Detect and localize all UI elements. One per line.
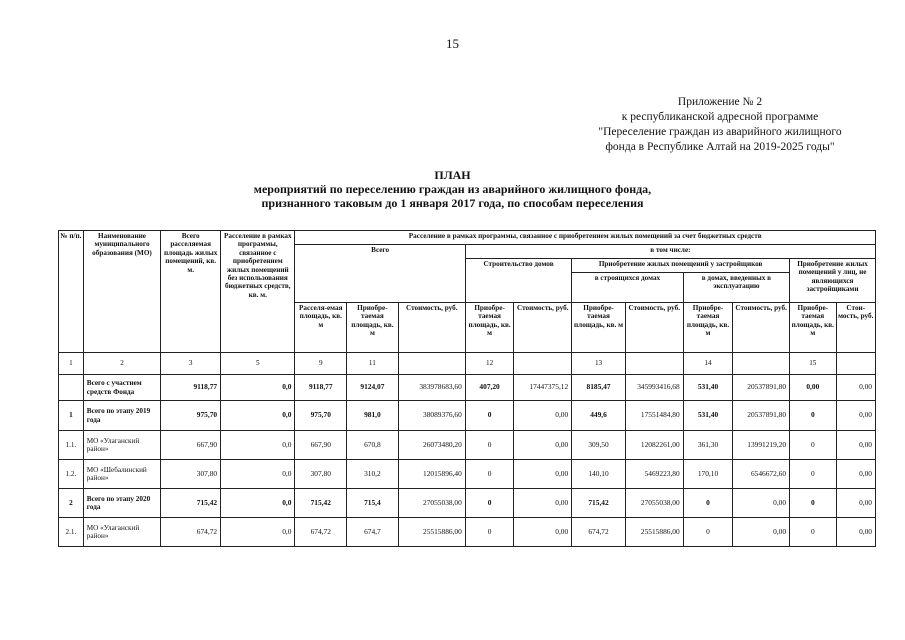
- row-value-cell: 531,40: [683, 401, 733, 431]
- header-priobretaemaya: Приобре-таемая площадь, кв. м: [683, 303, 733, 353]
- row-value-cell: 0,00: [733, 489, 790, 518]
- header-priobretaemaya: Приобре-таемая площадь, кв. м: [465, 303, 514, 353]
- appendix-line: фонда в Республике Алтай на 2019-2025 годы": [605, 141, 835, 153]
- table-row: [59, 460, 876, 489]
- row-value-cell: 0: [790, 460, 836, 489]
- row-value-cell: 667,90: [295, 431, 347, 460]
- row-value-cell: 0,00: [514, 460, 572, 489]
- row-value-cell: 0,00: [514, 431, 572, 460]
- resettlement-plan-table: [58, 230, 876, 547]
- data-rows: [59, 375, 876, 547]
- column-number: 15: [790, 353, 836, 375]
- header-stoimost: Стоимость, руб.: [398, 303, 465, 353]
- row-value-cell: 0: [683, 489, 733, 518]
- plan-title: [0, 168, 905, 210]
- row-mo-name: Всего по этапу 2020 года: [83, 489, 160, 518]
- header-total-area: Всего расселяемая площадь жилых помещений, кв. м.: [161, 231, 221, 353]
- row-value-cell: 25515886,00: [625, 518, 683, 547]
- appendix-line: к республиканской адресной программе: [621, 111, 819, 123]
- row-value-cell: 0: [465, 401, 514, 431]
- row-value-cell: 0,00: [514, 489, 572, 518]
- row-value-cell: 674,72: [295, 518, 347, 547]
- row-mo-name: Всего с участием средств Фонда: [83, 375, 160, 401]
- row-value-cell: 981,0: [347, 401, 399, 431]
- header-priobretaemaya: Приобре-таемая площадь, кв. м: [347, 303, 399, 353]
- row-value-cell: 26073480,20: [398, 431, 465, 460]
- row-mo-name: МО «Улаганский район»: [83, 518, 160, 547]
- row-value-cell: 674,72: [161, 518, 221, 547]
- row-value-cell: 715,42: [295, 489, 347, 518]
- row-value-cell: 670,8: [347, 431, 399, 460]
- row-value-cell: 12082261,00: [625, 431, 683, 460]
- row-value-cell: 715,42: [161, 489, 221, 518]
- row-value-cell: 0,0: [221, 489, 295, 518]
- row-value-cell: 17551484,80: [625, 401, 683, 431]
- header-priobretenie-zastr: Приобретение жилых помещений у застройщиков: [572, 259, 790, 273]
- header-stoimost: Стоимость, руб.: [514, 303, 572, 353]
- row-value-cell: 0,00: [790, 375, 836, 401]
- appendix-line: Приложение № 2: [677, 96, 763, 108]
- row-value-cell: 674,7: [347, 518, 399, 547]
- row-value-cell: 0,00: [836, 489, 875, 518]
- row-value-cell: 0,0: [221, 518, 295, 547]
- row-value-cell: 38089376,60: [398, 401, 465, 431]
- title-line: признанного таковым до 1 января 2017 года, по способам переселения: [261, 196, 644, 210]
- column-number: 13: [572, 353, 626, 375]
- header-mo: Наименование муниципального образования (МО): [83, 231, 160, 353]
- row-value-cell: 0: [683, 518, 733, 547]
- column-number: 11: [347, 353, 399, 375]
- row-value-cell: 345993416,68: [625, 375, 683, 401]
- row-value-cell: 9124,07: [347, 375, 399, 401]
- header-v-stroyashchikhsya: в строящихся домах: [572, 273, 684, 303]
- header-vsego: Всего: [295, 245, 465, 303]
- header-num: № п/п.: [59, 231, 84, 353]
- appendix-header: [560, 95, 880, 155]
- page-number: 15: [446, 36, 459, 51]
- row-value-cell: 25515886,00: [398, 518, 465, 547]
- row-value-cell: 307,80: [161, 460, 221, 489]
- row-value-cell: 170,10: [683, 460, 733, 489]
- row-value-cell: 383978683,60: [398, 375, 465, 401]
- row-value-cell: 13991219,20: [733, 431, 790, 460]
- header-v-vvedennykh: в домах, введенных в эксплуатацию: [683, 273, 789, 303]
- row-value-cell: 0: [465, 518, 514, 547]
- row-value-cell: 0: [790, 401, 836, 431]
- row-mo-name: Всего по этапу 2019 года: [83, 401, 160, 431]
- row-value-cell: 20537891,80: [733, 401, 790, 431]
- table-row: [59, 375, 876, 401]
- row-value-cell: 715,42: [572, 489, 626, 518]
- header-priobretaemaya: Приобре-таемая площадь, кв. м: [572, 303, 626, 353]
- row-index: 2: [59, 489, 84, 518]
- row-value-cell: 0,0: [221, 375, 295, 401]
- column-number: 9: [295, 353, 347, 375]
- header-stoimost-short: Стои-мость, руб.: [836, 303, 875, 353]
- row-value-cell: 0,0: [221, 401, 295, 431]
- row-value-cell: 0: [790, 489, 836, 518]
- row-value-cell: 0,0: [221, 431, 295, 460]
- row-value-cell: 0,00: [836, 431, 875, 460]
- header-stoimost: Стоимость, руб.: [625, 303, 683, 353]
- header-rasselyaemaya: Расселя-емая площадь, кв. м: [295, 303, 347, 353]
- appendix-line: "Переселение граждан из аварийного жилищного: [598, 126, 842, 138]
- header-stoimost: Стоимость, руб.: [733, 303, 790, 353]
- row-value-cell: 17447375,12: [514, 375, 572, 401]
- row-mo-name: МО «Улаганский район»: [83, 431, 160, 460]
- row-value-cell: 0: [790, 431, 836, 460]
- row-value-cell: 0,00: [836, 518, 875, 547]
- row-index: 1: [59, 401, 84, 431]
- header-stroitelstvo: Строительство домов: [465, 259, 571, 303]
- row-value-cell: 0: [465, 460, 514, 489]
- table-row: [59, 431, 876, 460]
- column-number: 5: [221, 353, 295, 375]
- header-v-tom-chisle: в том числе:: [465, 245, 875, 259]
- row-value-cell: 8185,47: [572, 375, 626, 401]
- row-value-cell: 0,00: [514, 401, 572, 431]
- row-value-cell: 9118,77: [161, 375, 221, 401]
- row-value-cell: 0: [465, 431, 514, 460]
- row-index: 2.1.: [59, 518, 84, 547]
- table-row: [59, 518, 876, 547]
- row-value-cell: 0: [790, 518, 836, 547]
- header-budget-group: Расселение в рамках программы, связанное с приобретением жилых помещений за счет бюджетных средств: [295, 231, 876, 245]
- header-priobretaemaya: Приобре-таемая площадь, кв. м: [790, 303, 836, 353]
- row-value-cell: 310,2: [347, 460, 399, 489]
- row-value-cell: 449,6: [572, 401, 626, 431]
- title-line: ПЛАН: [434, 168, 471, 182]
- row-value-cell: 27055038,00: [398, 489, 465, 518]
- row-mo-name: МО «Шебалинский район»: [83, 460, 160, 489]
- title-line: мероприятий по переселению граждан из аварийного жилищного фонда,: [253, 182, 652, 196]
- row-index: 1.2.: [59, 460, 84, 489]
- row-value-cell: 0,00: [733, 518, 790, 547]
- column-number: 2: [83, 353, 160, 375]
- row-value-cell: 0,00: [836, 460, 875, 489]
- row-value-cell: 975,70: [295, 401, 347, 431]
- row-value-cell: 0: [465, 489, 514, 518]
- row-value-cell: 0,0: [221, 460, 295, 489]
- table-row: [59, 401, 876, 431]
- column-number: 3: [161, 353, 221, 375]
- row-value-cell: 6546672,60: [733, 460, 790, 489]
- row-value-cell: 0,00: [836, 375, 875, 401]
- table-row: [59, 489, 876, 518]
- column-number: 12: [465, 353, 514, 375]
- row-value-cell: 140,10: [572, 460, 626, 489]
- row-index: 1.1.: [59, 431, 84, 460]
- row-value-cell: 674,72: [572, 518, 626, 547]
- row-value-cell: 0,00: [514, 518, 572, 547]
- row-value-cell: 5469223,80: [625, 460, 683, 489]
- row-value-cell: 407,20: [465, 375, 514, 401]
- row-value-cell: 361,30: [683, 431, 733, 460]
- row-value-cell: 531,40: [683, 375, 733, 401]
- row-value-cell: 12015896,40: [398, 460, 465, 489]
- row-index: [59, 375, 84, 401]
- header-priobretenie-lits: Приобретение жилых помещений у лиц, не являющихся застройщиками: [790, 259, 876, 303]
- header-no-budget: Расселение в рамках программы, связанное с приобретением жилых помещений без использования бюджетных средств, кв. м.: [221, 231, 295, 353]
- row-value-cell: 20537891,80: [733, 375, 790, 401]
- row-value-cell: 309,50: [572, 431, 626, 460]
- column-number: 1: [59, 353, 84, 375]
- row-value-cell: 307,80: [295, 460, 347, 489]
- row-value-cell: 715,4: [347, 489, 399, 518]
- row-value-cell: 667,90: [161, 431, 221, 460]
- row-value-cell: 27055038,00: [625, 489, 683, 518]
- row-value-cell: 9118,77: [295, 375, 347, 401]
- row-value-cell: 975,70: [161, 401, 221, 431]
- column-number: 14: [683, 353, 733, 375]
- row-value-cell: 0,00: [836, 401, 875, 431]
